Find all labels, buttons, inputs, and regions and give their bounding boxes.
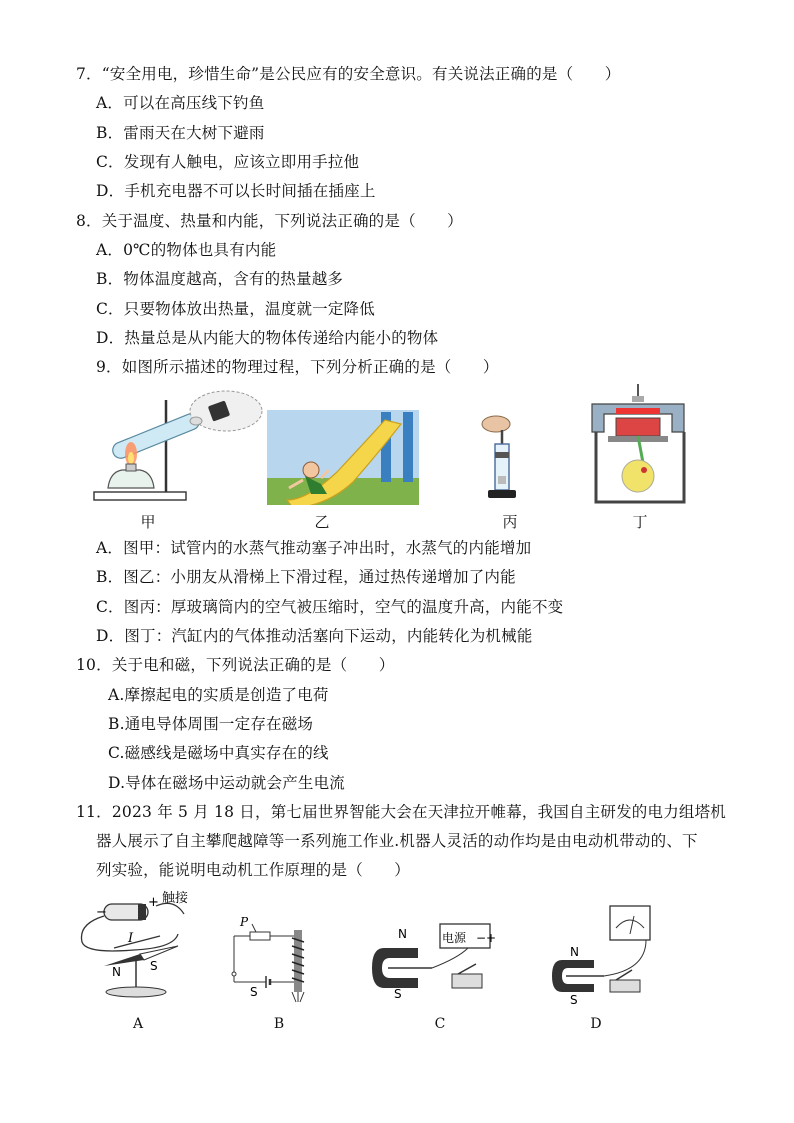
figure-caption-c: C — [434, 1016, 446, 1032]
figure-bing-air-pump — [472, 414, 532, 506]
q11-stem-line-3: 列实验，能说明电动机工作原理的是（ ） — [96, 861, 411, 879]
figure-caption-jia: 甲 — [140, 513, 156, 531]
q7-option-d: D．手机充电器不可以长时间插在插座上 — [96, 182, 376, 200]
figure-c-n-label: N — [398, 927, 407, 941]
q9-option-c: C．图丙：厚玻璃筒内的空气被压缩时，空气的温度升高，内能不变 — [96, 598, 564, 616]
q11-stem-line-1: 11．2023 年 5 月 18 日，第七届世界智能大会在天津拉开帷幕，我国自主研发的电力组塔机 — [76, 803, 726, 821]
figure-d-s-label: S — [570, 993, 578, 1004]
figure-a-current-label: I — [128, 931, 134, 946]
q9-option-d: D．图丁：汽缸内的气体推动活塞向下运动，内能转化为机械能 — [96, 627, 533, 645]
q7-option-b: B．雷雨天在大树下避雨 — [96, 124, 265, 142]
figure-caption-a: A — [132, 1016, 144, 1032]
figure-b-electromagnet-circuit — [226, 912, 326, 1004]
figure-a-touch-label: 触接 — [162, 891, 189, 906]
figure-caption-bing: 丙 — [502, 513, 518, 531]
q8-option-b: B．物体温度越高，含有的热量越多 — [96, 270, 344, 288]
figure-a-compass-wire — [74, 884, 204, 1000]
q9-stem: 9．如图所示描述的物理过程，下列分析正确的是（ ） — [96, 358, 499, 376]
figure-a-plus-label: + — [148, 895, 159, 910]
figure-jia-test-tube — [88, 384, 268, 506]
figure-c-s-label: S — [394, 987, 402, 1001]
figure-d-magnet-galvanometer — [546, 900, 676, 1004]
q8-option-a: A．0℃的物体也具有内能 — [96, 241, 277, 259]
q10-stem: 10．关于电和磁，下列说法正确的是（ ） — [76, 656, 395, 674]
figure-caption-d: D — [590, 1016, 602, 1032]
figure-b-p-label: P — [240, 915, 249, 929]
svg-text:−+: −+ — [476, 931, 497, 945]
figure-yi-slide — [267, 410, 419, 505]
q7-option-a: A．可以在高压线下钓鱼 — [96, 94, 265, 112]
figure-c-power-label: 电源 — [442, 931, 467, 945]
q7-option-c: C．发现有人触电，应该立即用手拉他 — [96, 153, 360, 171]
figure-caption-ding: 丁 — [632, 513, 648, 531]
figure-a-s-label: S — [150, 959, 158, 973]
q10-option-a: A.摩擦起电的实质是创造了电荷 — [108, 686, 329, 704]
q10-option-b: B.通电导体周围一定存在磁场 — [108, 715, 314, 733]
figure-ding-engine-cylinder — [588, 384, 692, 506]
q8-option-c: C．只要物体放出热量，温度就一定降低 — [96, 300, 375, 318]
figure-caption-yi: 乙 — [314, 513, 330, 531]
q8-stem: 8．关于温度、热量和内能，下列说法正确的是（ ） — [76, 212, 463, 230]
figure-a-n-label: N — [112, 965, 121, 979]
q10-option-d: D.导体在磁场中运动就会产生电流 — [108, 774, 346, 792]
q9-option-a: A．图甲：试管内的水蒸气推动塞子冲出时，水蒸气的内能增加 — [96, 539, 532, 557]
figure-caption-b: B — [273, 1016, 285, 1032]
figure-c-magnet-power-supply — [368, 918, 500, 1002]
q8-option-d: D．热量总是从内能大的物体传递给内能小的物体 — [96, 329, 439, 347]
figure-d-n-label: N — [570, 945, 579, 959]
q11-stem-line-2: 器人展示了自主攀爬越障等一系列施工作业.机器人灵活的动作均是由电动机带动的、下 — [96, 832, 698, 850]
q7-stem: 7．“安全用电，珍惜生命”是公民应有的安全意识。有关说法正确的是（ ） — [76, 65, 621, 83]
figure-a-minus-label: − — [96, 905, 107, 920]
q9-option-b: B．图乙：小朋友从滑梯上下滑过程，通过热传递增加了内能 — [96, 568, 516, 586]
q10-option-c: C.磁感线是磁场中真实存在的线 — [108, 744, 329, 762]
figure-b-switch-label: S — [250, 985, 258, 999]
